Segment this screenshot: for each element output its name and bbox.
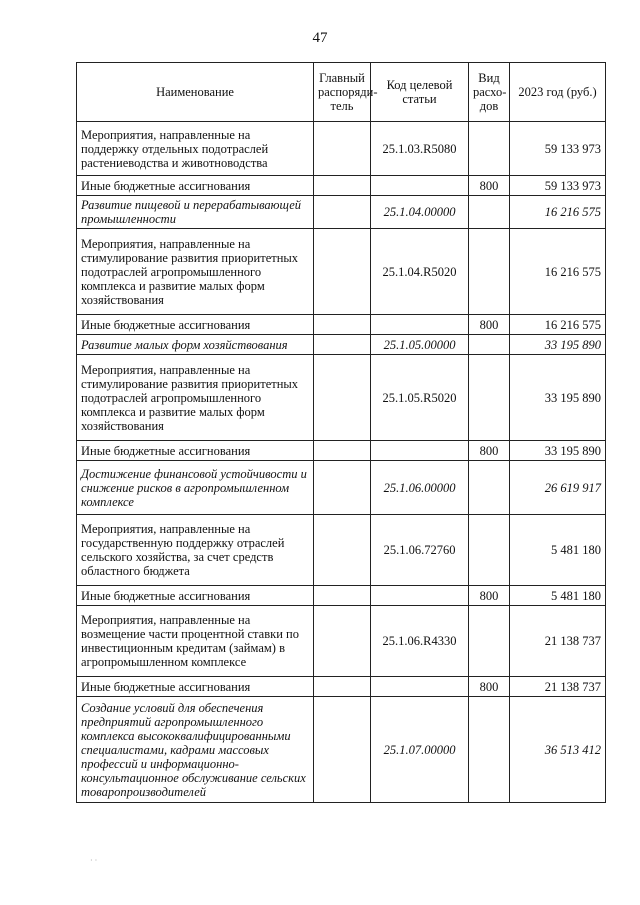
table-row xyxy=(77,441,606,461)
cell-name: Мероприятия, направленные на стимулирование развития приоритетных подотраслей агропромышленного комплекса и развитие малых форм хозяйствования xyxy=(77,355,314,441)
cell-code: 25.1.06.R4330 xyxy=(371,606,469,677)
cell-kind: 800 xyxy=(469,176,510,196)
cell-amount: 33 195 890 xyxy=(510,355,606,441)
table-row xyxy=(77,355,606,441)
cell-name: Иные бюджетные ассигнования xyxy=(77,441,314,461)
cell-kind xyxy=(469,606,510,677)
cell-amount: 16 216 575 xyxy=(510,196,606,229)
cell-code: 25.1.05.R5020 xyxy=(371,355,469,441)
cell-chief xyxy=(314,315,371,335)
cell-chief xyxy=(314,229,371,315)
table-row xyxy=(77,176,606,196)
cell-name: Иные бюджетные ассигнования xyxy=(77,677,314,697)
cell-kind: 800 xyxy=(469,586,510,606)
header-chief: Главный распорядитель xyxy=(314,63,371,122)
cell-name: Иные бюджетные ассигнования xyxy=(77,315,314,335)
table-row xyxy=(77,586,606,606)
cell-name: Мероприятия, направленные на возмещение части процентной ставки по инвестиционным кредитам (займам) в агропромышленном комплексе xyxy=(77,606,314,677)
cell-code xyxy=(371,315,469,335)
cell-code: 25.1.04.R5020 xyxy=(371,229,469,315)
table-row xyxy=(77,697,606,803)
cell-name: Мероприятия, направленные на стимулирование развития приоритетных подотраслей агропромышленного комплекса и развитие малых форм хозяйствования xyxy=(77,229,314,315)
cell-kind xyxy=(469,697,510,803)
table-row xyxy=(77,461,606,515)
table-row xyxy=(77,677,606,697)
cell-chief xyxy=(314,515,371,586)
cell-kind xyxy=(469,461,510,515)
cell-kind: 800 xyxy=(469,677,510,697)
cell-amount: 5 481 180 xyxy=(510,586,606,606)
cell-amount: 33 195 890 xyxy=(510,441,606,461)
cell-name: Иные бюджетные ассигнования xyxy=(77,586,314,606)
cell-kind: 800 xyxy=(469,441,510,461)
cell-code: 25.1.03.R5080 xyxy=(371,122,469,176)
table-row xyxy=(77,122,606,176)
cell-code xyxy=(371,586,469,606)
cell-kind: 800 xyxy=(469,315,510,335)
cell-chief xyxy=(314,606,371,677)
cell-amount: 26 619 917 xyxy=(510,461,606,515)
cell-name: Мероприятия, направленные на поддержку отдельных подотраслей растениеводства и животноводства xyxy=(77,122,314,176)
table-row xyxy=(77,606,606,677)
cell-name: Иные бюджетные ассигнования xyxy=(77,176,314,196)
cell-chief xyxy=(314,176,371,196)
table-row xyxy=(77,315,606,335)
table-row xyxy=(77,229,606,315)
header-amount: 2023 год (руб.) xyxy=(510,63,606,122)
table-body xyxy=(77,122,606,803)
cell-amount: 33 195 890 xyxy=(510,335,606,355)
cell-chief xyxy=(314,196,371,229)
cell-name: Развитие малых форм хозяйствования xyxy=(77,335,314,355)
cell-kind xyxy=(469,355,510,441)
cell-code xyxy=(371,176,469,196)
cell-chief xyxy=(314,355,371,441)
cell-kind xyxy=(469,229,510,315)
cell-chief xyxy=(314,122,371,176)
cell-amount: 5 481 180 xyxy=(510,515,606,586)
cell-chief xyxy=(314,335,371,355)
cell-chief xyxy=(314,677,371,697)
budget-table xyxy=(76,62,606,803)
cell-name: Достижение финансовой устойчивости и снижение рисков в агропромышленном комплексе xyxy=(77,461,314,515)
cell-name: Мероприятия, направленные на государственную поддержку отраслей сельского хозяйства, за счет средств областного бюджета xyxy=(77,515,314,586)
cell-code: 25.1.07.00000 xyxy=(371,697,469,803)
cell-amount: 21 138 737 xyxy=(510,606,606,677)
cell-name: Создание условий для обеспечения предприятий агропромышленного комплекса высококвалифицированными специалистами, кадрами массовых профессий и информационно-консультационное обслуживание сельских товаропроизводителей xyxy=(77,697,314,803)
cell-code: 25.1.06.00000 xyxy=(371,461,469,515)
cell-chief xyxy=(314,461,371,515)
scan-mark: · · xyxy=(90,856,98,865)
cell-amount: 36 513 412 xyxy=(510,697,606,803)
cell-kind xyxy=(469,122,510,176)
cell-code: 25.1.05.00000 xyxy=(371,335,469,355)
cell-kind xyxy=(469,335,510,355)
page-number: 47 xyxy=(312,30,328,46)
cell-amount: 16 216 575 xyxy=(510,229,606,315)
cell-code: 25.1.04.00000 xyxy=(371,196,469,229)
cell-code xyxy=(371,441,469,461)
cell-amount: 16 216 575 xyxy=(510,315,606,335)
cell-kind xyxy=(469,196,510,229)
header-kind: Вид расходов xyxy=(469,63,510,122)
header-name: Наименование xyxy=(77,63,314,122)
cell-code xyxy=(371,677,469,697)
cell-kind xyxy=(469,515,510,586)
cell-amount: 21 138 737 xyxy=(510,677,606,697)
cell-name: Развитие пищевой и перерабатывающей промышленности xyxy=(77,196,314,229)
cell-code: 25.1.06.72760 xyxy=(371,515,469,586)
cell-chief xyxy=(314,697,371,803)
cell-chief xyxy=(314,441,371,461)
table-row xyxy=(77,335,606,355)
cell-amount: 59 133 973 xyxy=(510,122,606,176)
header-code: Код целевой статьи xyxy=(371,63,469,122)
table-row xyxy=(77,515,606,586)
cell-amount: 59 133 973 xyxy=(510,176,606,196)
table-row xyxy=(77,196,606,229)
cell-chief xyxy=(314,586,371,606)
table-header-row xyxy=(77,63,606,122)
